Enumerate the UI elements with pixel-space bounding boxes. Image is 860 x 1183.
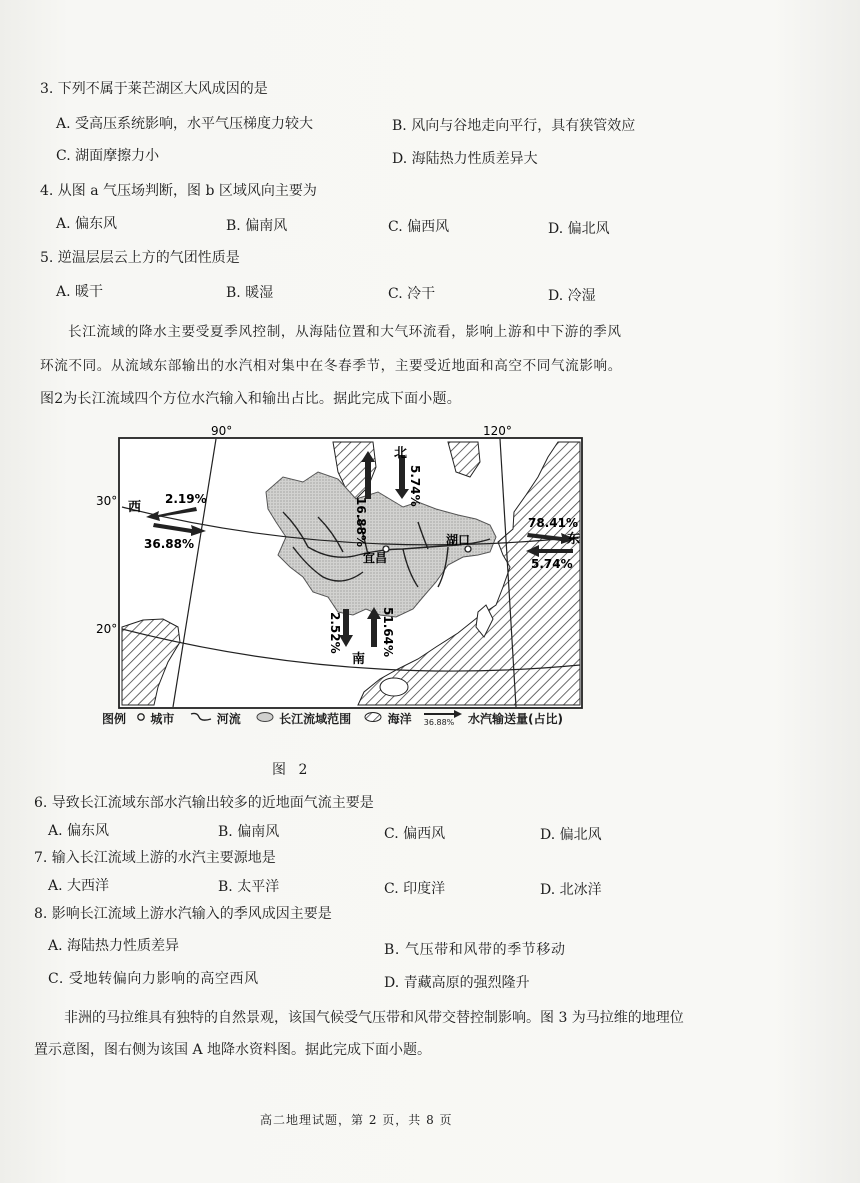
city-yichang-label: 宜昌 — [363, 551, 388, 565]
passage-2-line-2: 置示意图，图右侧为该国 A 地降水资料图。据此完成下面小题。 — [34, 1042, 432, 1058]
question-8-stem: 8. 影响长江流域上游水汽输入的季风成因主要是 — [34, 906, 332, 922]
lon-90-label: 90° — [211, 424, 233, 438]
north-in-label: 16.88% — [354, 497, 368, 547]
legend-basin-icon — [255, 711, 275, 726]
question-4-stem: 4. 从图 a 气压场判断，图 b 区域风向主要为 — [40, 183, 317, 199]
legend-ocean-icon — [363, 711, 383, 726]
question-6-option-b: B. 偏南风 — [218, 824, 280, 840]
question-8-option-a: A. 海陆热力性质差异 — [48, 938, 180, 954]
map-legend — [102, 709, 602, 729]
question-8-option-c: C. 受地转偏向力影响的高空西风 — [48, 971, 259, 987]
legend-title: 图例 — [102, 711, 127, 726]
lon-120-label: 120° — [483, 424, 512, 438]
question-7-option-a: A. 大西洋 — [48, 878, 110, 894]
figure-caption: 图 2 — [272, 762, 312, 778]
yangtze-water-vapor-map — [96, 424, 583, 709]
passage-1-line-2: 环流不同。从流域东部输出的水汽相对集中在冬春季节，主要受近地面和高空不同气流影响。 — [40, 358, 622, 374]
north-out-label: 5.74% — [408, 465, 422, 507]
question-6-stem: 6. 导致长江流域东部水汽输出较多的近地面气流主要是 — [34, 795, 374, 811]
question-8-option-b: B. 气压带和风带的季节移动 — [384, 942, 566, 958]
west-in-label: 36.88% — [144, 537, 194, 551]
east-direction-label: 东 — [567, 532, 581, 547]
question-6-option-c: C. 偏西风 — [384, 826, 446, 842]
legend-vapor-label: 水汽输送量(占比) — [467, 711, 563, 726]
question-3-option-d: D. 海陆热力性质差异大 — [392, 151, 538, 167]
city-hukou-label: 湖口 — [446, 533, 471, 547]
west-direction-label: 西 — [128, 500, 142, 515]
question-8-option-d: D. 青藏高原的强烈隆升 — [384, 975, 530, 991]
question-3-option-b: B. 风向与谷地走向平行，具有狭管效应 — [392, 118, 636, 134]
east-out-label: 78.41% — [528, 516, 578, 530]
north-direction-label: 北 — [394, 446, 408, 461]
passage-2-line-1: 非洲的马拉维具有独特的自然景观，该国气候受气压带和风带交替控制影响。图 3 为马拉维的地理位 — [64, 1010, 684, 1026]
question-4-option-d: D. 偏北风 — [548, 221, 610, 237]
legend-city-icon — [136, 711, 146, 725]
legend-basin-label: 长江流域范围 — [279, 711, 352, 726]
west-out-label: 2.19% — [165, 492, 207, 506]
question-4-option-a: A. 偏东风 — [56, 216, 118, 232]
question-5-option-a: A. 暖干 — [56, 284, 104, 300]
passage-1-line-1: 长江流域的降水主要受夏季风控制，从海陆位置和大气环流看，影响上游和中下游的季风 — [68, 324, 622, 340]
legend-ocean-label: 海洋 — [387, 711, 412, 726]
legend-vapor-icon — [422, 709, 464, 727]
legend-river-label: 河流 — [216, 711, 241, 726]
page-footer: 高二地理试题，第 2 页，共 8 页 — [260, 1113, 453, 1127]
south-direction-label: 南 — [352, 652, 366, 667]
question-7-option-c: C. 印度洋 — [384, 881, 446, 897]
legend-vapor-sample: 36.88% — [423, 718, 455, 727]
south-out-label: 2.52% — [328, 612, 342, 654]
question-5-option-d: D. 冷湿 — [548, 288, 596, 304]
question-7-option-d: D. 北冰洋 — [540, 882, 602, 898]
question-3-option-c: C. 湖面摩擦力小 — [56, 148, 160, 164]
lat-20-label: 20° — [96, 622, 118, 636]
question-7-option-b: B. 太平洋 — [218, 879, 280, 895]
question-3-option-a: A. 受高压系统影响，水平气压梯度力较大 — [56, 116, 314, 132]
passage-1-line-3: 图2为长江流域四个方位水汽输入和输出占比。据此完成下面小题。 — [40, 391, 461, 407]
south-in-label: 51.64% — [381, 607, 395, 657]
question-3-stem: 3. 下列不属于莱芒湖区大风成因的是 — [40, 81, 268, 97]
east-in-label: 5.74% — [531, 557, 573, 571]
question-5-option-b: B. 暖湿 — [226, 285, 274, 301]
legend-city-label: 城市 — [150, 711, 175, 726]
question-7-stem: 7. 输入长江流域上游的水汽主要源地是 — [34, 850, 276, 866]
lat-30-label: 30° — [96, 494, 118, 508]
legend-river-icon — [189, 711, 213, 726]
question-5-stem: 5. 逆温层层云上方的气团性质是 — [40, 250, 240, 266]
question-6-option-d: D. 偏北风 — [540, 827, 602, 843]
question-4-option-b: B. 偏南风 — [226, 218, 288, 234]
question-6-option-a: A. 偏东风 — [48, 823, 110, 839]
question-5-option-c: C. 冷干 — [388, 286, 436, 302]
question-4-option-c: C. 偏西风 — [388, 219, 450, 235]
